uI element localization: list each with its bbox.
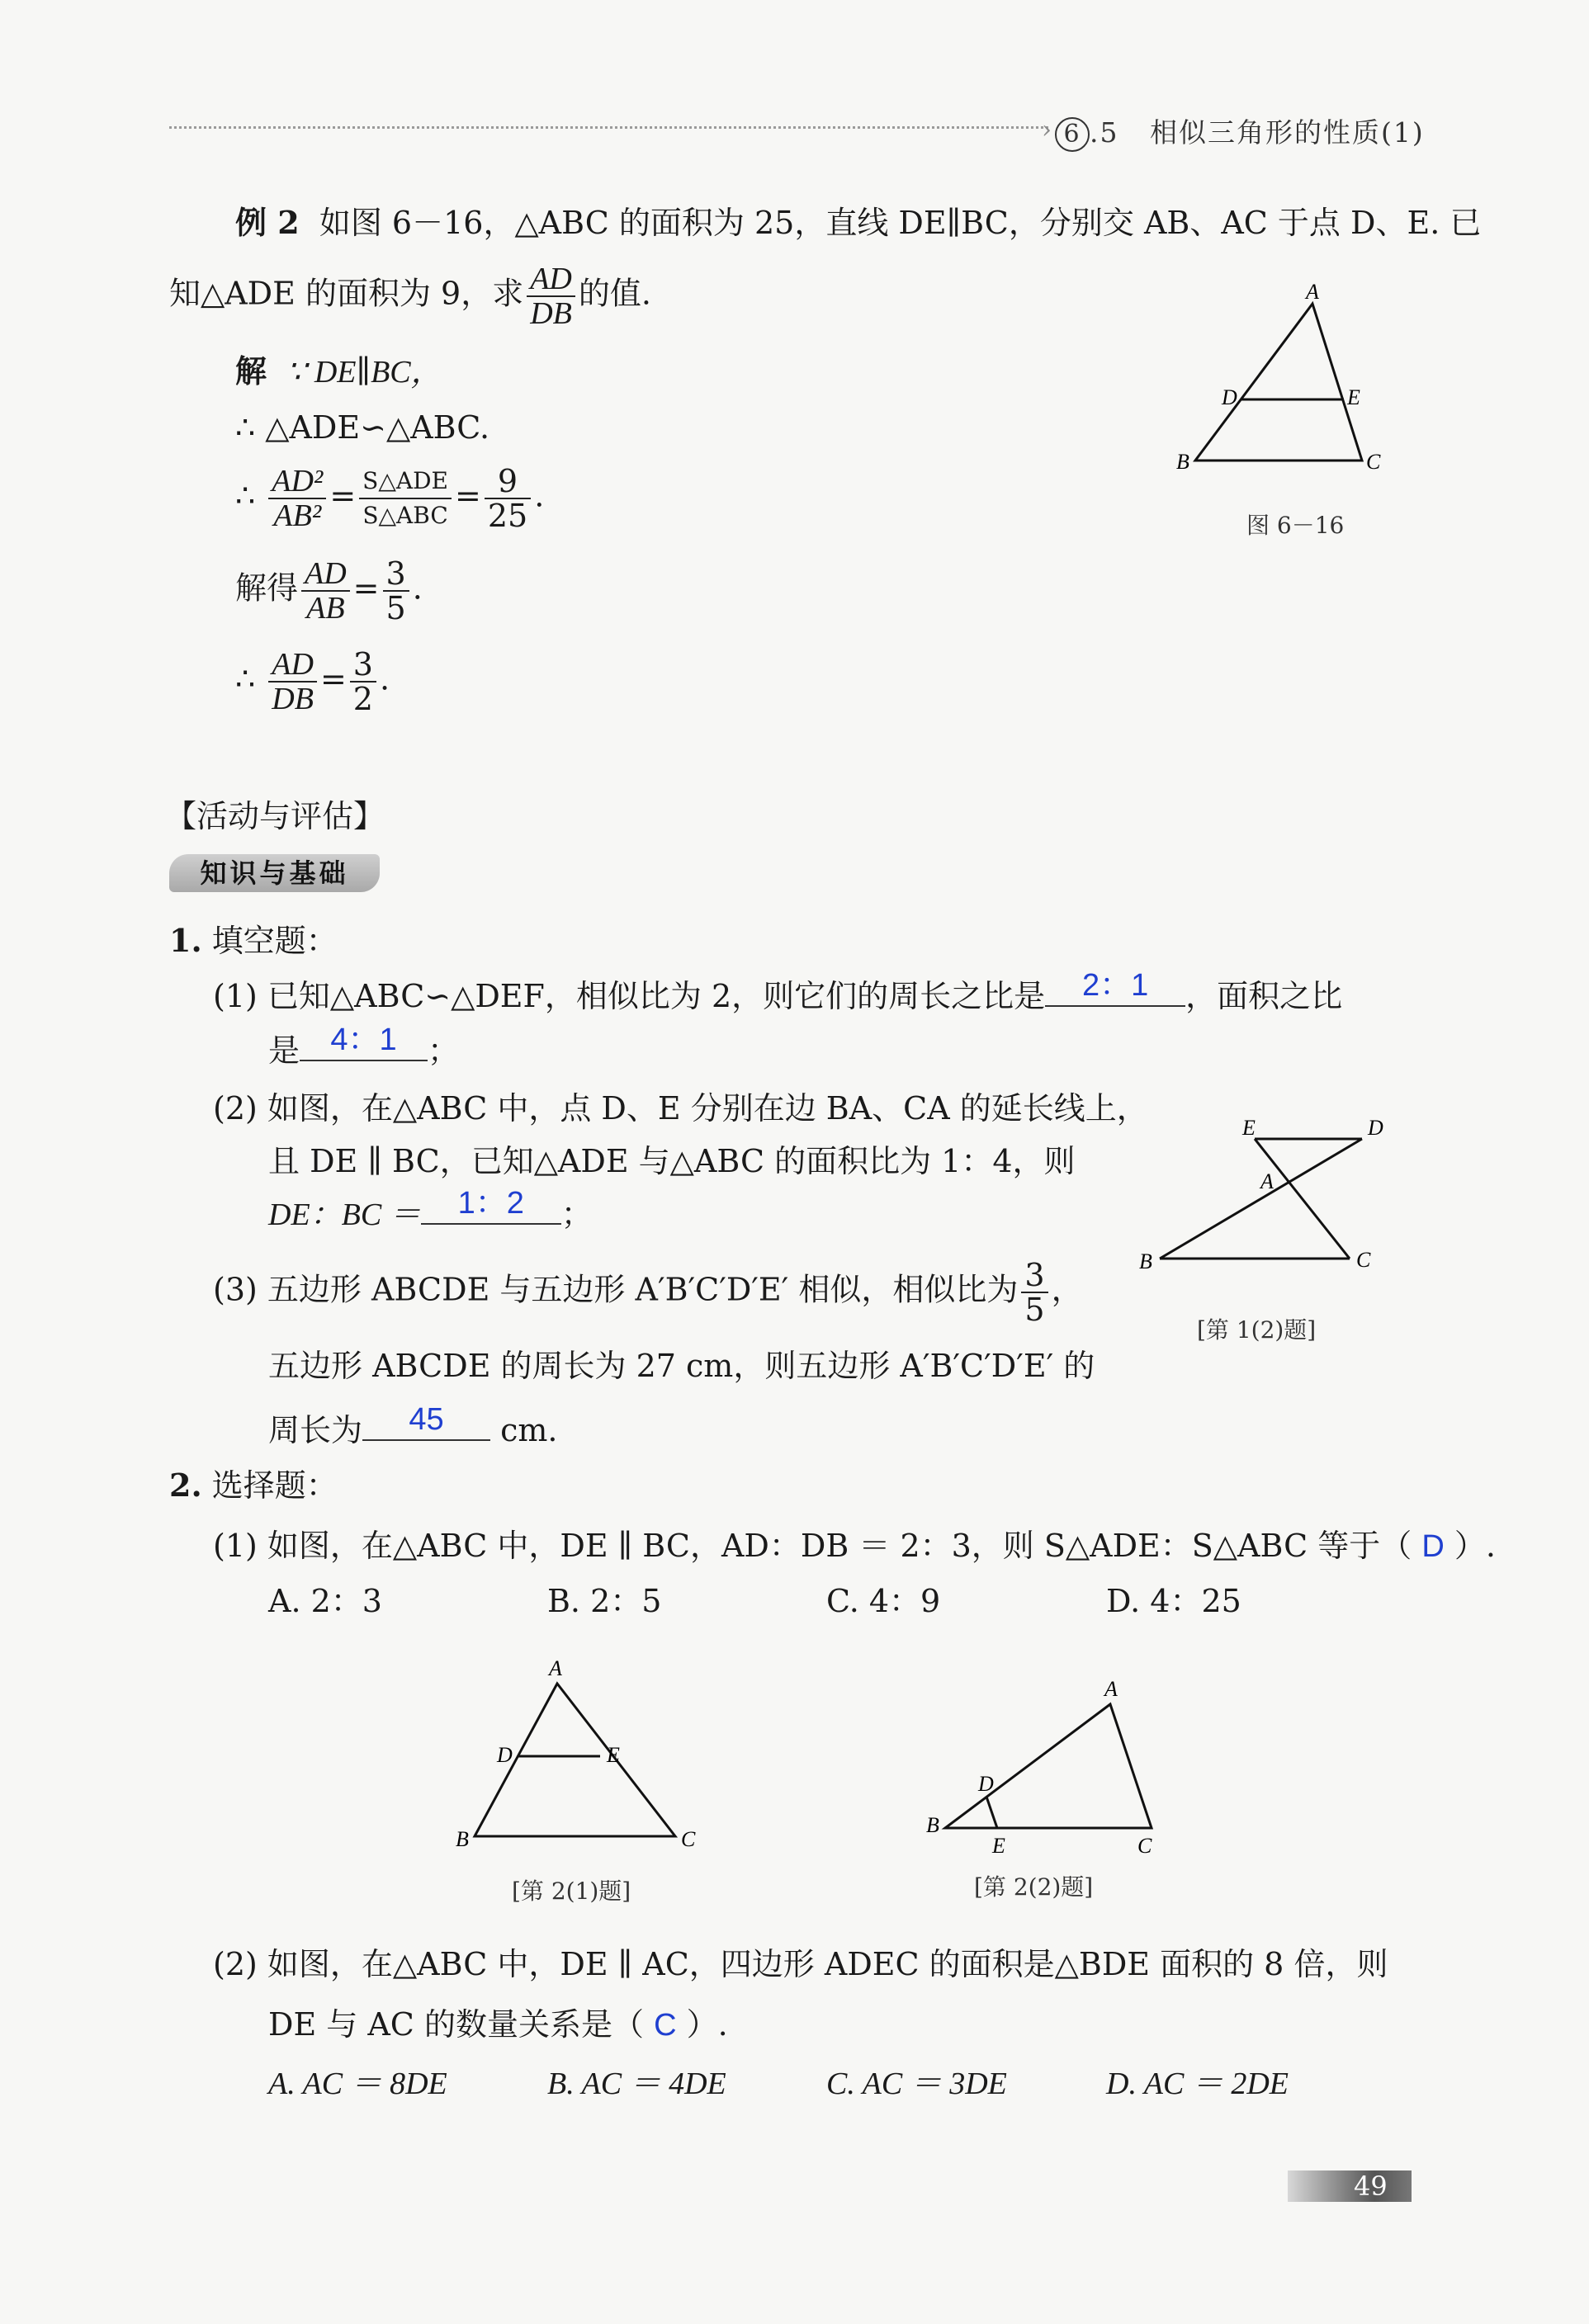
section-number-rest: .5 [1090, 116, 1119, 149]
q2-p1-option-a[interactable]: A. 2：3 [268, 1583, 382, 1619]
q1-p2-line1: (2) 如图，在△ABC 中，点 D、E 分别在边 BA、CA 的延长线上， [213, 1090, 1148, 1127]
q2-title: 选择题： [211, 1467, 338, 1504]
q1-p2-line3: DE：BC ＝ 1：2 ； [268, 1186, 593, 1232]
q2-p1-answer[interactable]: D [1421, 1529, 1445, 1564]
label-b: B [926, 1813, 939, 1837]
page-number-bar [1288, 2170, 1412, 2202]
q2-p1-option-b[interactable]: B. 2：5 [547, 1583, 662, 1619]
example-label: 例 2 [235, 204, 300, 241]
q2-p1-options [268, 1580, 1424, 1622]
label-d: D [1222, 385, 1237, 409]
q1-p1-blank1[interactable]: 2：1 [1045, 975, 1185, 1007]
q2-p2-option-c[interactable]: C. AC ＝ 3DE [826, 2067, 1007, 2101]
section-heading: 【活动与评估】 [165, 798, 385, 834]
q1-p3-blank[interactable]: 45 [362, 1410, 490, 1441]
q2-p2-option-d[interactable]: D. AC ＝ 2DE [1106, 2067, 1289, 2101]
label-d: D [497, 1743, 513, 1767]
figure-q2-1-caption: [第 2(1)题] [512, 1878, 631, 1905]
label-a: A [1260, 1169, 1274, 1193]
label-b: B [1139, 1249, 1152, 1273]
solution-line-1 [235, 351, 442, 393]
label-a: A [1306, 281, 1319, 304]
q2-heading [169, 1465, 338, 1506]
segment-de [986, 1797, 997, 1828]
q2-p2-option-a[interactable]: A. AC ＝ 8DE [268, 2067, 447, 2101]
segment-ec [1255, 1139, 1350, 1259]
figure-6-16-caption: 图 6－16 [1246, 512, 1345, 539]
q2-p2-line1: (2) 如图，在△ABC 中，DE ∥ AC，四边形 ADEC 的面积是△BDE 面积的 8 倍，则 [213, 1946, 1388, 1982]
q2-p2-answer[interactable]: C [654, 2008, 677, 2043]
q2-p1-option-c[interactable]: C. 4：9 [826, 1583, 941, 1619]
label-c: C [681, 1827, 696, 1851]
label-c: C [1366, 450, 1381, 474]
q1-p2-line2: 且 DE ∥ BC，已知△ADE 与△ABC 的面积比为 1：4，则 [268, 1143, 1076, 1179]
example-fraction: $\frac{AD}{DB}$ [527, 262, 575, 330]
q2-p2-options [268, 2063, 1424, 2104]
q1-p3-line2: 五边形 ABCDE 的周长为 27 cm，则五边形 A′B′C′D′E′ 的 [268, 1348, 1095, 1384]
example-text-2a: 知△ADE 的面积为 9，求 [169, 275, 524, 312]
label-e: E [1347, 385, 1360, 409]
label-b: B [456, 1827, 469, 1851]
q1-number: 1. [169, 922, 202, 959]
label-c: C [1356, 1248, 1371, 1272]
example-line-1 [235, 202, 1481, 243]
label-e: E [992, 1834, 1005, 1857]
example-text-1: 如图 6－16，△ABC 的面积为 25，直线 DE∥BC，分别交 AB、AC 于点 D、E. 已 [319, 205, 1482, 241]
label-d: D [978, 1772, 994, 1796]
label-b: B [1176, 450, 1189, 474]
figure-q1-2-caption: [第 1(2)题] [1197, 1316, 1317, 1344]
label-e: E [1242, 1116, 1256, 1140]
triangle-abc [1195, 304, 1362, 461]
solution-line-5: ∴ $\frac{AD}{DB}$ = $\frac{3}{2}$ . [235, 646, 390, 717]
solution-line-2: ∴ △ADE∽△ABC. [235, 409, 490, 446]
figure-6-16 [1164, 281, 1412, 479]
q1-p1-line2: 是 4：1 ； [268, 1023, 460, 1069]
q1-p1-line1: (1) 已知△ABC∽△DEF，相似比为 2，则它们的周长之比是 2：1 ，面积之比 [213, 968, 1343, 1014]
q1-p1-blank2[interactable]: 4：1 [300, 1030, 428, 1061]
figure-q2-2-caption: [第 2(2)题] [974, 1873, 1094, 1901]
page-number: 49 [1354, 2170, 1388, 2202]
q2-p2-line2: DE 与 AC 的数量关系是（ C ）. [268, 2006, 728, 2043]
label-a: A [1104, 1677, 1118, 1701]
running-header [1055, 111, 1425, 152]
header-arrow-icon: › [1042, 116, 1052, 144]
label-a: A [549, 1656, 562, 1680]
label-d: D [1368, 1116, 1383, 1140]
section-number-badge: 6 [1055, 117, 1090, 152]
header-dotted-rule [169, 126, 1048, 129]
example-line-2 [169, 262, 651, 330]
triangle-abc [945, 1704, 1152, 1828]
q1-p3-line1: (3) 五边形 ABCDE 与五边形 A′B′C′D′E′ 相似，相似比为 $\frac{3}{5}$ ， [213, 1257, 1083, 1328]
segment-db [1160, 1139, 1362, 1259]
label-e: E [607, 1743, 620, 1767]
q2-p1-stem: (1) 如图，在△ABC 中，DE ∥ BC，AD：DB ＝ 2：3，则 S△ADE：S△ABC 等于（ D ）. [213, 1528, 1496, 1564]
q1-p3-line3: 周长为 45 cm. [268, 1402, 558, 1448]
solution-line-4: 解得 $\frac{AD}{AB}$ = $\frac{3}{5}$ . [235, 555, 423, 626]
solution-line-3: ∴ $\frac{\text{AD²}}{\text{AB²}}$ = $\frac{\text{S△ADE}}{\text{S△ABC}}$ = $\frac{9}{25}$ . [235, 463, 545, 534]
figure-q2-1 [446, 1651, 710, 1857]
section-title: 相似三角形的性质(1) [1149, 116, 1425, 149]
example-text-2b: 的值. [578, 275, 651, 312]
figure-q1-2 [1127, 1106, 1391, 1287]
label-c: C [1137, 1834, 1152, 1857]
q1-heading [169, 920, 338, 961]
solution-label: 解 [235, 352, 267, 390]
q1-p2-blank[interactable]: 1：2 [421, 1193, 561, 1225]
q2-p1-option-d[interactable]: D. 4：25 [1106, 1583, 1241, 1619]
q2-number: 2. [169, 1467, 202, 1504]
knowledge-badge: 知识与基础 [169, 854, 380, 892]
solution-step-1: ∵ DE∥BC， [286, 355, 442, 390]
q2-p2-option-b[interactable]: B. AC ＝ 4DE [547, 2067, 726, 2101]
q1-title: 填空题： [211, 923, 338, 959]
figure-q2-2 [916, 1667, 1189, 1857]
